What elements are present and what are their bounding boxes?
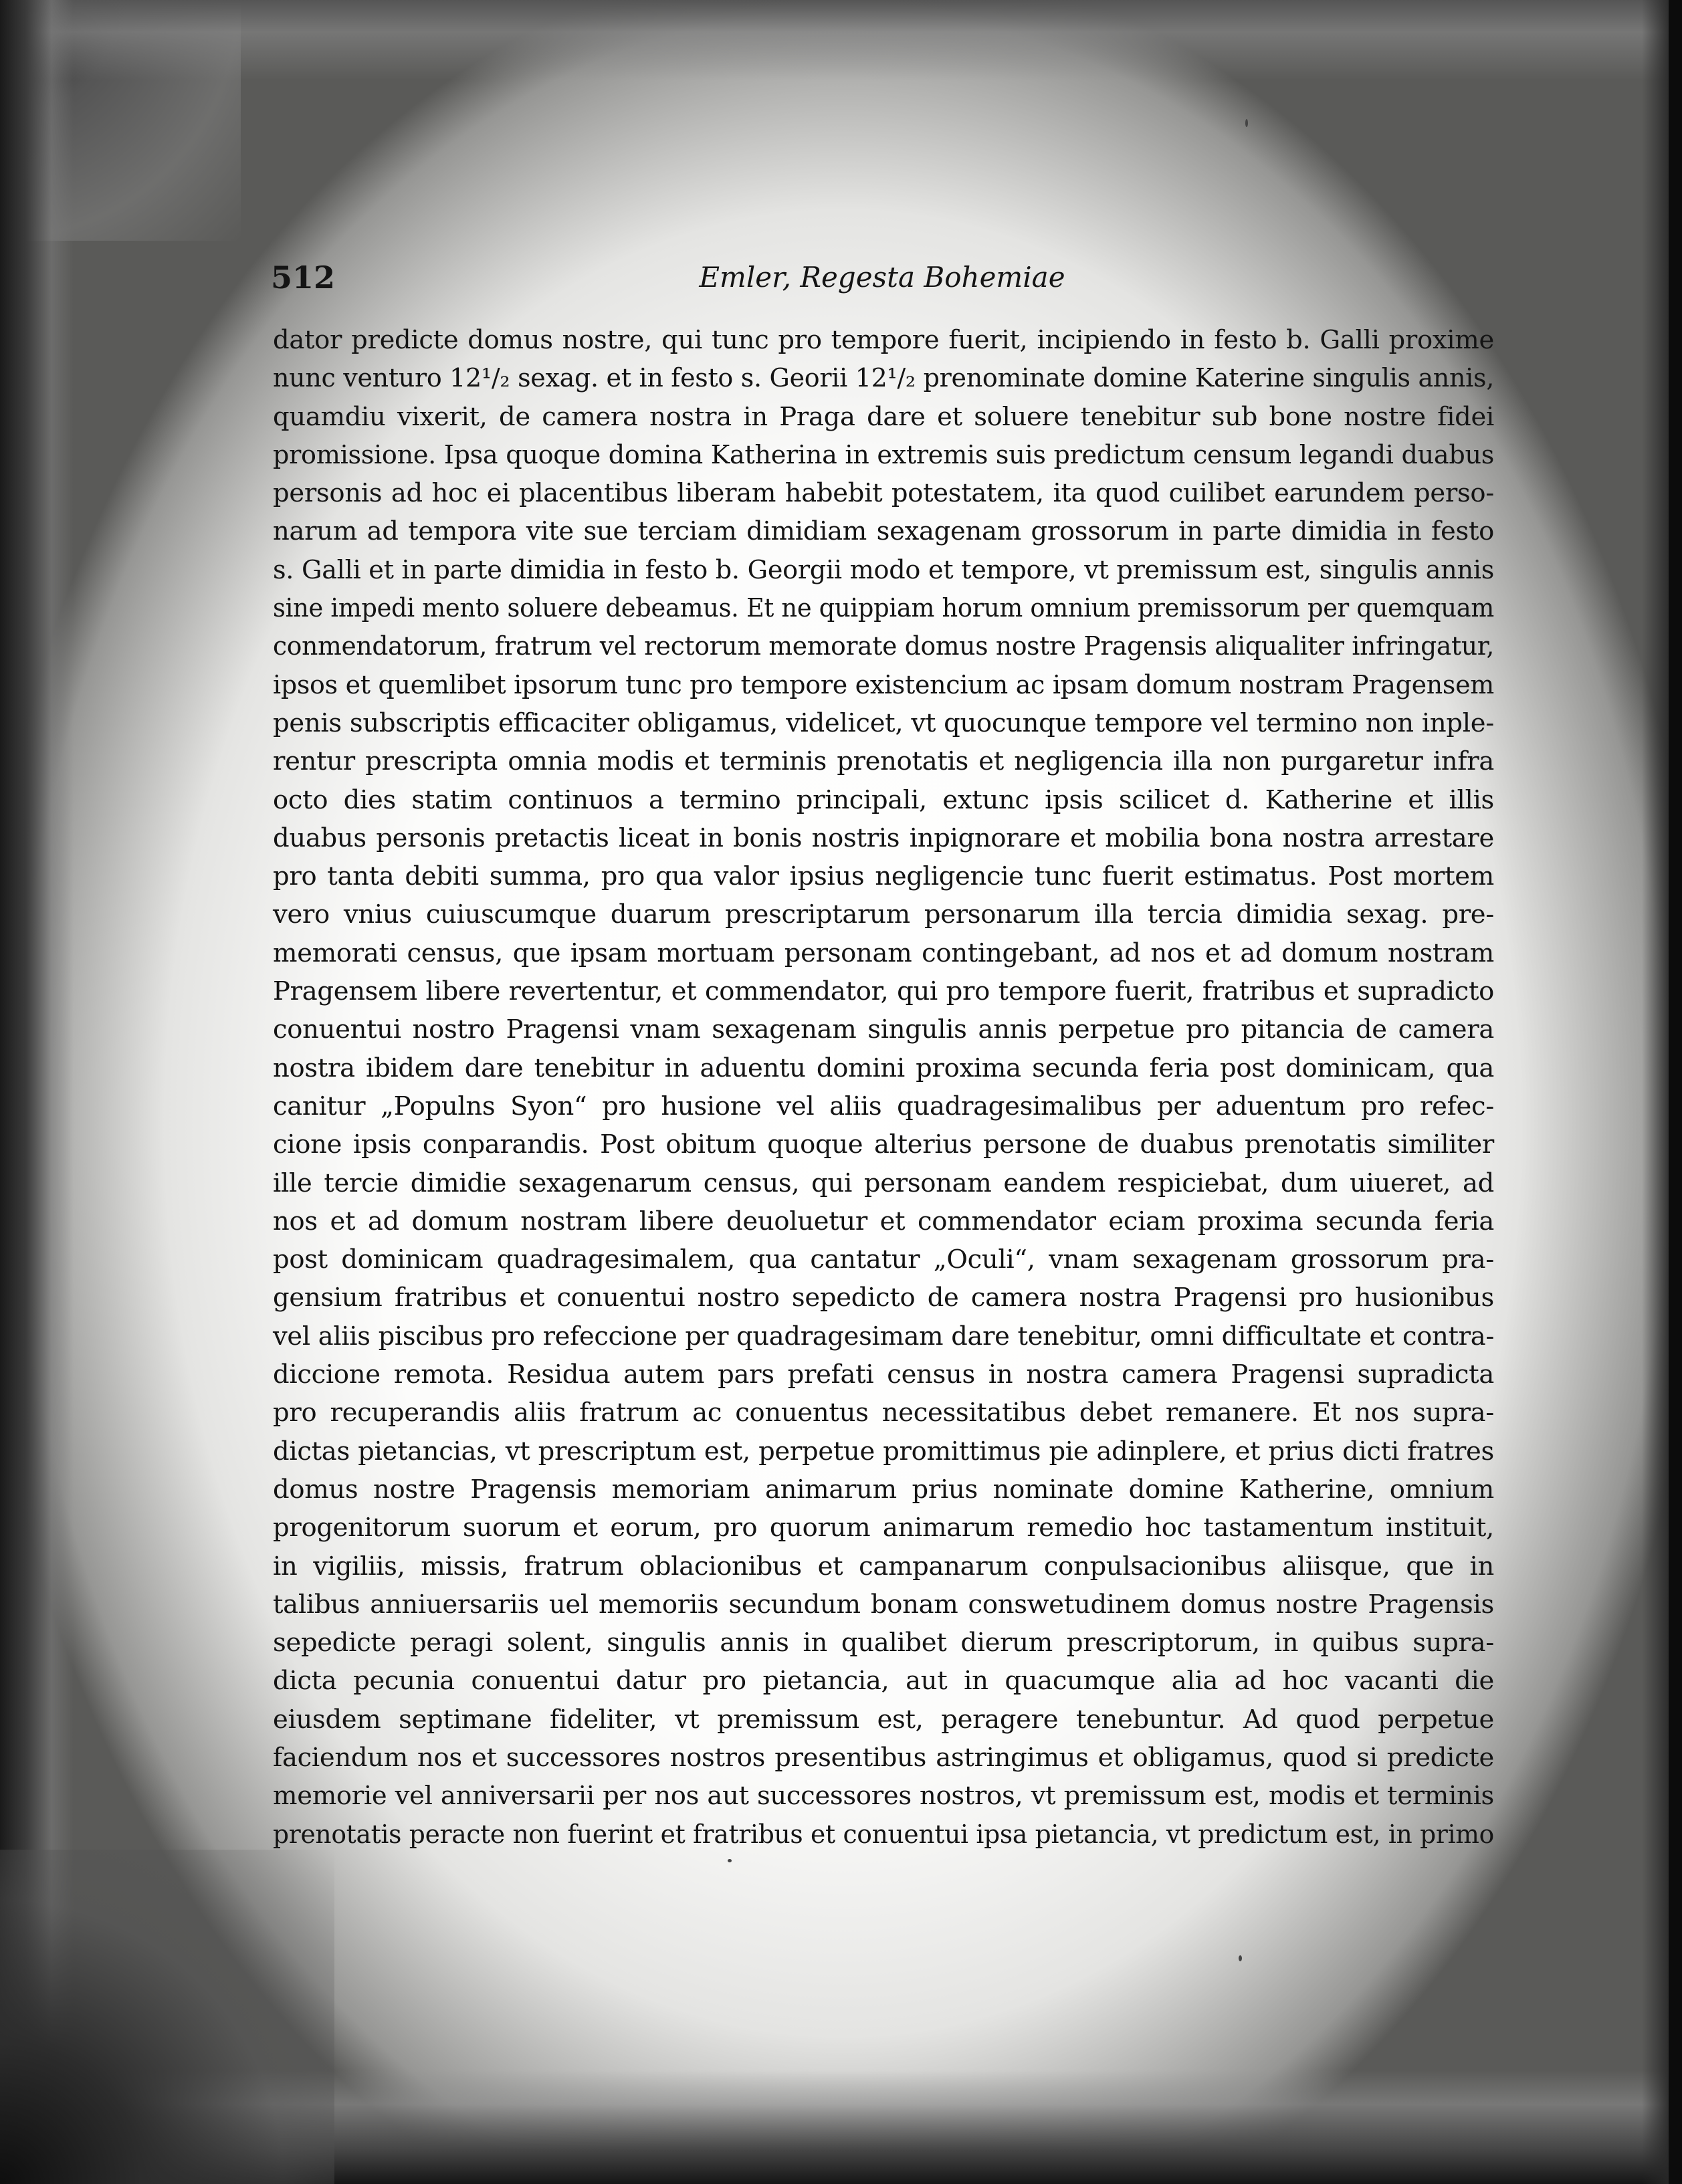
text-line: memorie vel anniversarii per nos aut successores nostros, vt premissum est, modis et terminis (273, 1781, 1494, 1812)
text-line: rentur prescripta omnia modis et terminis prenotatis et negligencia illa non purgaretur infra (273, 746, 1494, 777)
text-line: vel aliis piscibus pro refeccione per quadragesimam dare tenebitur, omni difficultate et contra- (273, 1321, 1494, 1351)
scan-speck (728, 1859, 732, 1862)
page-header (271, 257, 1493, 298)
scan-border-right (1669, 0, 1682, 2184)
text-line: diccione remota. Residua autem pars prefati census in nostra camera Pragensi supradicta (273, 1359, 1494, 1390)
text-line: nostra ibidem dare tenebitur in aduentu domini proxima secunda feria post dominicam, qua (273, 1053, 1494, 1083)
text-line: in vigiliis, missis, fratrum oblacionibus et campanarum conpulsacionibus aliisque, que in (273, 1551, 1494, 1581)
text-line: prenotatis peracte non fuerint et fratribus et conuentui ipsa pietancia, vt predictum est, in primo (273, 1819, 1494, 1850)
text-line: talibus anniuersariis uel memoriis secundum bonam conswetudinem domus nostre Pragensis (273, 1589, 1494, 1620)
scan-speck (1245, 119, 1248, 127)
scan-shadow-right (1642, 0, 1669, 2184)
page-number: 512 (271, 259, 336, 296)
text-line: dicta pecunia conuentui datur pro pietancia, aut in quacumque alia ad hoc vacanti die (273, 1666, 1494, 1697)
text-line: sepedicte peragi solent, singulis annis in qualibet dierum prescriptorum, in quibus supra- (273, 1628, 1494, 1658)
text-line: quamdiu vixerit, de camera nostra in Praga dare et soluere tenebitur sub bone nostre fidei (273, 401, 1494, 432)
text-line: domus nostre Pragensis memoriam animarum prius nominate domine Katherine, omnium (273, 1474, 1494, 1505)
text-line: pro recuperandis aliis fratrum ac conuentus necessitatibus debet remanere. Et nos supra- (273, 1398, 1494, 1428)
text-line: canitur „Populns Syon“ pro husione vel aliis quadragesimalibus per aduentum pro refec- (273, 1091, 1494, 1121)
text-line: pro tanta debiti summa, pro qua valor ipsius negligencie tunc fuerit estimatus. Post mortem (273, 861, 1494, 892)
text-line: personis ad hoc ei placentibus liberam habebit potestatem, ita quod cuilibet earundem perso- (273, 478, 1494, 509)
text-line: narum ad tempora vite sue terciam dimidiam sexagenam grossorum in parte dimidia in festo (273, 516, 1494, 547)
text-line: s. Galli et in parte dimidia in festo b. Georgii modo et tempore, vt premissum est, singulis annis (273, 554, 1494, 585)
body-text (273, 321, 1494, 1854)
text-line: dictas pietancias, vt prescriptum est, perpetue promittimus pie adinplere, et prius dicti fratres (273, 1436, 1494, 1466)
text-line: dator predicte domus nostre, qui tunc pro tempore fuerit, incipiendo in festo b. Galli proxime (273, 325, 1494, 355)
text-line: faciendum nos et successores nostros presentibus astringimus et obligamus, quod si predicte (273, 1742, 1494, 1773)
text-line: nunc venturo 12¹/₂ sexag. et in festo s. Georii 12¹/₂ prenominate domine Katerine singulis annis, (273, 363, 1494, 394)
text-line: promissione. Ipsa quoque domina Katherina in extremis suis predictum censum legandi duabus (273, 439, 1494, 470)
text-line: vero vnius cuiuscumque duarum prescriptarum personarum illa tercia dimidia sexag. pre- (273, 899, 1494, 930)
text-line: gensium fratribus et conuentui nostro sepedicto de camera nostra Pragensi pro husionibus (273, 1283, 1494, 1313)
text-line: sine impedi mento soluere debeamus. Et ne quippiam horum omnium premissorum per quemquam (273, 593, 1494, 624)
text-line: duabus personis pretactis liceat in bonis nostris inpignorare et mobilia bona nostra arrestare (273, 823, 1494, 853)
text-line: conmendatorum, fratrum vel rectorum memorate domus nostre Pragensis aliqualiter infringatur, (273, 631, 1494, 662)
text-line: progenitorum suorum et eorum, pro quorum animarum remedio hoc tastamentum instituit, (273, 1513, 1494, 1543)
scan-shadow-bottom-left (0, 1850, 334, 2184)
text-line: ille tercie dimidie sexagenarum census, qui personam eandem respiciebat, dum uiueret, ad (273, 1168, 1494, 1198)
text-line: cione ipsis conparandis. Post obitum quoque alterius persone de duabus prenotatis similiter (273, 1129, 1494, 1160)
text-line: octo dies statim continuos a termino principali, extunc ipsis scilicet d. Katherine et illis (273, 784, 1494, 815)
text-line: ipsos et quemlibet ipsorum tunc pro tempore existencium ac ipsam domum nostram Pragensem (273, 669, 1494, 700)
text-line: post dominicam quadragesimalem, qua cantatur „Oculi“, vnam sexagenam grossorum pra- (273, 1244, 1494, 1275)
text-line: conuentui nostro Pragensi vnam sexagenam singulis annis perpetue pro pitancia de camera (273, 1014, 1494, 1045)
text-line: Pragensem libere revertentur, et commendator, qui pro tempore fuerit, fratribus et supradicto (273, 976, 1494, 1007)
text-line: nos et ad domum nostram libere deuoluetur et commendator eciam proxima secunda feria (273, 1206, 1494, 1236)
scan-speck (1239, 1955, 1242, 1961)
text-line: memorati census, que ipsam mortuam personam contingebant, ad nos et ad domum nostram (273, 938, 1494, 968)
text-line: eiusdem septimane fideliter, vt premissum est, peragere tenebuntur. Ad quod perpetue (273, 1704, 1494, 1735)
running-head: Emler, Regesta Bohemiae (699, 261, 1065, 294)
scan-shadow-top (0, 0, 1682, 80)
text-line: penis subscriptis efficaciter obligamus, videlicet, vt quocunque tempore vel termino non inple- (273, 707, 1494, 738)
